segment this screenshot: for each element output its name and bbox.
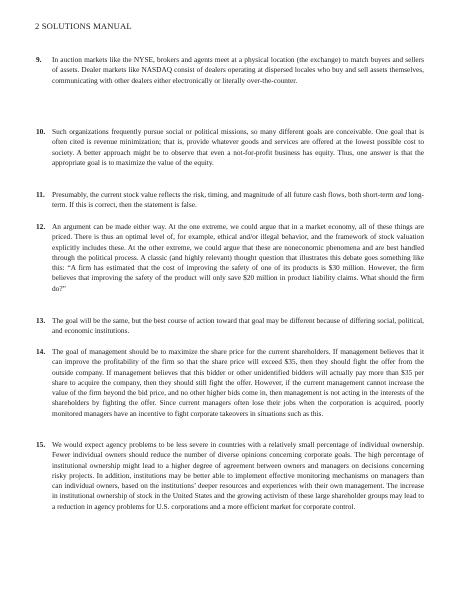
answer-item-14	[36, 347, 424, 419]
answer-item-10	[36, 127, 424, 168]
answer-item-15	[36, 440, 424, 512]
answer-text: In auction markets like the NYSE, brokers and agents meet at a physical location (the exchange) to match buyers and sellers of assets. Dealer markets like NASDAQ consist of dealers operating at dispersed locales who buy and sell assets themselves, communicating with other dealers either electronically or literally over-the-counter.	[52, 55, 424, 85]
answer-text: Such organizations frequently pursue social or political missions, so many different goals are conceivable. One goal that is often cited is revenue minimization; that is, provide whatever goods and services are offered at the lowest possible cost to society. A better approach might be to observe that even a not-for-profit business has equity. Thus, one answer is that the appropriate goal is to maximize the value of the equity.	[52, 127, 424, 167]
answer-text-part: Presumably, the current stock value reflects the risk, timing, and magnitude of all future cash flows, both short-term	[52, 190, 396, 199]
answer-item-12	[36, 222, 424, 294]
answer-text: An argument can be made either way. At the one extreme, we could argue that in a market economy, all of these things are priced. There is thus an optimal level of, for example, ethical and/or illegal behavior, and the framework of stock valuation explicitly includes these. At the other extreme, we could argue that these are noneconomic phenomena and are best handled through the political process. A classic (and highly relevant) thought question that illustrates this debate goes something like this: “A firm has estimated that the cost of improving the safety of one of its products is $30 million. However, the firm believes that improving the safety of the product will only save $20 million in product liability claims. What should the firm do?”	[52, 222, 424, 293]
answer-number: 15.	[36, 440, 46, 449]
running-header: 2 SOLUTIONS MANUAL	[35, 21, 132, 31]
answer-number: 14.	[36, 347, 46, 356]
answer-text: The goal of management should be to maximize the share price for the current shareholders. If management believes that it can improve the profitability of the firm so that the share price will exceed $35, then they should fight the offer from the outside company. If management believes that this bidder or other unidentified bidders will actually pay more than $35 per share to acquire the company, then they should still fight the offer. However, if the current management cannot increase the value of the firm beyond the bid price, and no other higher bids come in, then management is not acting in the interests of the shareholders by fighting the offer. Since current managers often lose their jobs when the corporation is acquired, poorly monitored managers have an incentive to fight corporate takeovers in situations such as this.	[52, 347, 424, 418]
answer-text-part: long-term. If this is correct, then the statement is false.	[52, 190, 424, 210]
answer-item-13	[36, 316, 424, 337]
answer-text-emphasis: and	[395, 190, 407, 199]
answer-number: 10.	[36, 127, 46, 136]
answer-item-11	[36, 190, 424, 211]
answer-item-9	[36, 55, 424, 86]
answer-text: The goal will be the same, but the best course of action toward that goal may be different because of differing social, political, and economic institutions.	[52, 316, 424, 336]
answer-text: We would expect agency problems to be less severe in countries with a relatively small percentage of individual ownership. Fewer individual owners should reduce the number of diverse opinions concerning corporate goals. The high percentage of institutional ownership might lead to a higher degree of agreement between owners and managers on decisions concerning risky projects. In addition, institutions may be better able to implement effective monitoring mechanisms on managers than can individual owners, based on the institutions’ deeper resources and experiences with their own management. The increase in institutional ownership of stock in the United States and the growing activism of these large shareholder groups may lead to a reduction in agency problems for U.S. corporations and a more efficient market for corporate control.	[52, 440, 424, 511]
answer-number: 13.	[36, 316, 46, 325]
answer-text	[52, 190, 424, 209]
answer-number: 9.	[36, 55, 42, 64]
answer-number: 12.	[36, 222, 46, 231]
answer-number: 11.	[36, 190, 45, 199]
